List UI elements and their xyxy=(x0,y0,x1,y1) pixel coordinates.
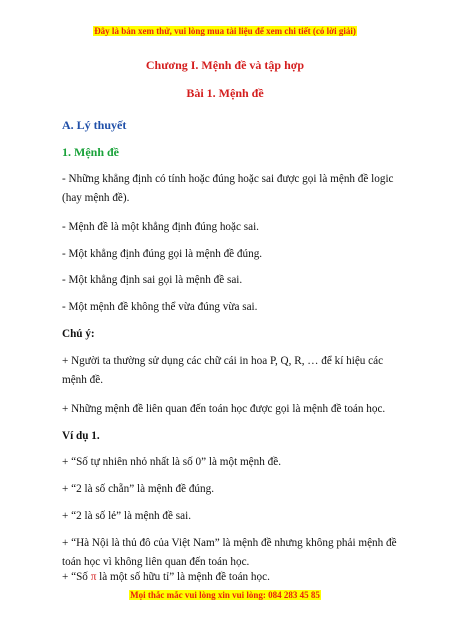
paragraph-item: - Mệnh đề là một khẳng định đúng hoặc sai. xyxy=(62,221,259,233)
subsection-heading-proposition: 1. Mệnh đề xyxy=(62,145,119,159)
example-item: + “2 là số chẵn” là mệnh đề đúng. xyxy=(62,483,215,495)
paragraph-item: - Một mệnh đề không thể vừa đúng vừa sai. xyxy=(62,301,258,313)
example-prefix: + “Số xyxy=(62,571,91,583)
header-notice-text: Đây là bản xem thử, vui lòng mua tài liệu để xem chi tiết (có lời giải) xyxy=(94,26,356,36)
lesson-title: Bài 1. Mệnh đề xyxy=(186,86,264,100)
example-item: + “Số tự nhiên nhỏ nhất là số 0” là một mệnh đề. xyxy=(62,456,281,468)
footer-notice-text: Mọi thắc mắc vui lòng xin vui lòng: 084 283 45 85 xyxy=(130,590,320,600)
example-suffix: là một số hữu tỉ” là mệnh đề toán học. xyxy=(96,571,270,583)
note-item: + Người ta thường sử dụng các chữ cái in hoa P, Q, R, … để kí hiệu các mệnh đề. xyxy=(62,355,384,386)
paragraph-item: - Một khẳng định đúng gọi là mệnh đề đúng. xyxy=(62,248,263,260)
example-item: + “Hà Nội là thủ đô của Việt Nam” là mệnh đề nhưng không phải mệnh đề toán học vì không liên quan đến toán học. xyxy=(62,537,397,568)
note-label: Chú ý: xyxy=(62,328,95,340)
paragraph-definition: - Những khẳng định có tính hoặc đúng hoặc sai được gọi là mệnh đề logic (hay mệnh đề). xyxy=(62,173,394,204)
example-label: Ví dụ 1. xyxy=(62,430,100,442)
footer-notice xyxy=(0,590,450,600)
chapter-title: Chương I. Mệnh đề và tập hợp xyxy=(145,58,305,72)
header-notice xyxy=(0,26,450,36)
note-item: + Những mệnh đề liên quan đến toán học được gọi là mệnh đề toán học. xyxy=(62,403,386,415)
example-item-last xyxy=(62,568,407,587)
section-heading-theory: A. Lý thuyết xyxy=(62,118,127,132)
pi-symbol: π xyxy=(90,571,97,583)
paragraph-item: - Một khẳng định sai gọi là mệnh đề sai. xyxy=(62,274,243,286)
example-item: + “2 là số lẻ” là mệnh đề sai. xyxy=(62,510,192,522)
